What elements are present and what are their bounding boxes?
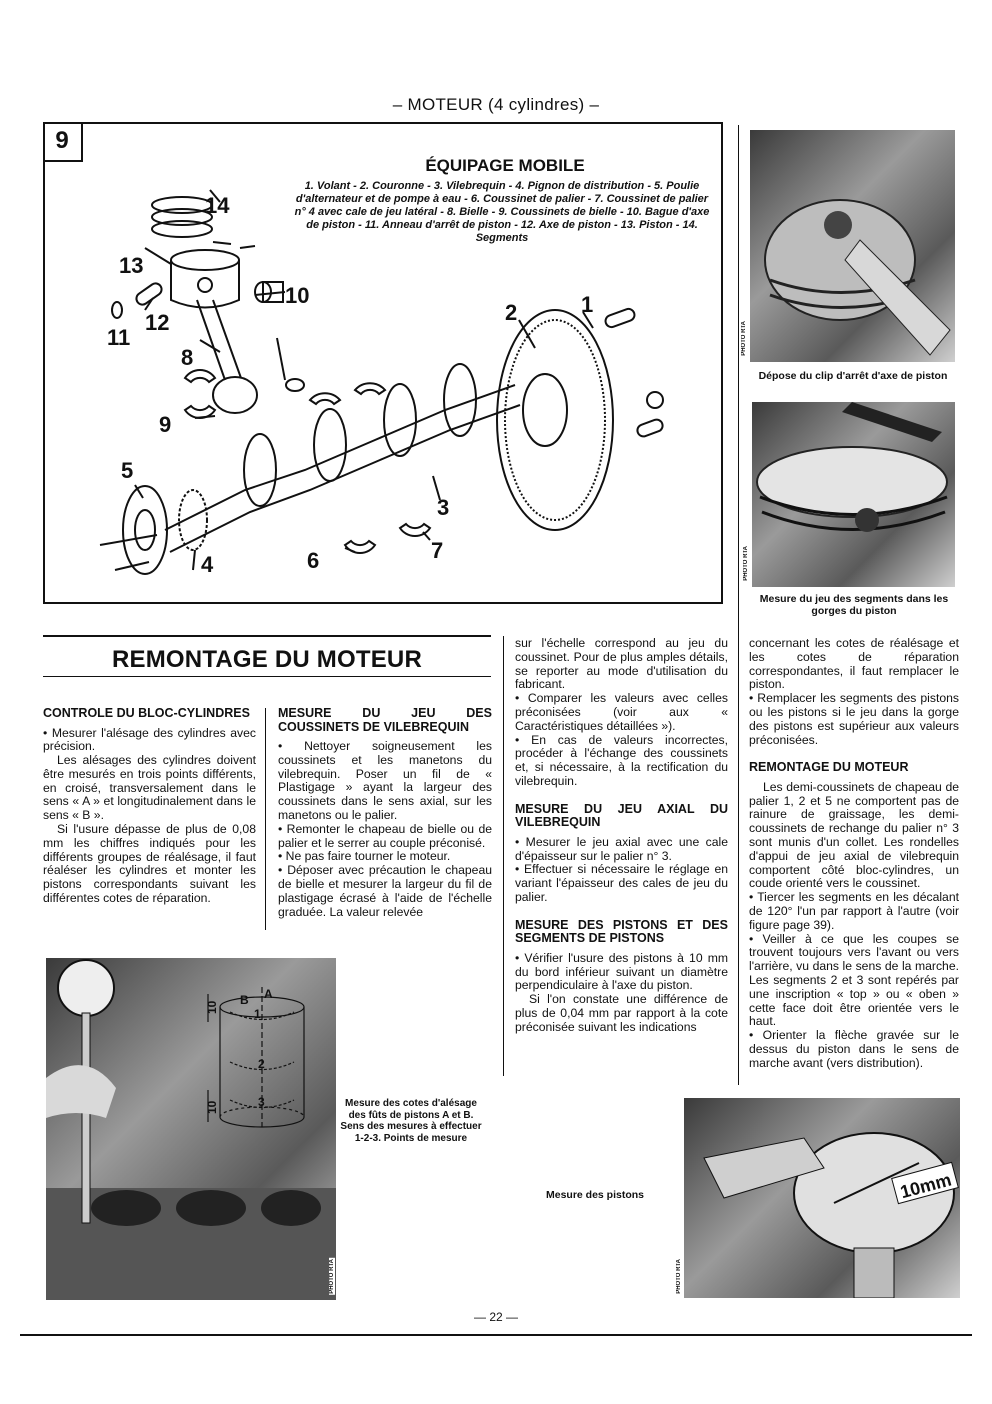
heading-mesure-pistons: MESURE DES PISTONS ET DES SEGMENTS DE PISTONS (515, 917, 728, 946)
figure-title: ÉQUIPAGE MOBILE (425, 156, 585, 175)
callout-2: 2 (505, 300, 518, 325)
paragraph: • Tiercer les segments en les décalant de 120° l'un par rapport à l'autre (voir figure page 39). (749, 890, 959, 932)
crankshaft-exploded-drawing (45, 160, 721, 602)
paragraph: • En cas de valeurs incorrectes, procéder à l'échange des coussinets et, si nécessaire, à la rectification du vilebrequin. (515, 732, 728, 788)
photo-credit-segments: PHOTO RTA (743, 546, 749, 581)
callout-1: 1 (581, 292, 594, 317)
callout-8: 8 (181, 345, 194, 370)
section-title: REMONTAGE DU MOTEUR (111, 646, 422, 673)
column-rule (265, 708, 266, 930)
paragraph: • Effectuer si nécessaire le réglage en variant l'épaisseur des cales de jeu du palier. (515, 862, 728, 904)
diagram-label-1: 1 (254, 1007, 261, 1021)
caption-piston-measure: Mesure des pistons (545, 1189, 645, 1201)
paragraph: Les demi-coussinets de chapeau de palier 1, 2 et 5 ne comportent pas de rainure de graissage, les demi-coussinets de rechange du palier n° 3 sont munis d'un collet. Les rondelles d'appui de jeu axial de vilebrequin comportent côté bloc-cylindres, un coude orienté vers le coussinet. (749, 779, 959, 891)
figure-caption: 1. Volant - 2. Couronne - 3. Vilebrequin - 4. Pignon de distribution - 5. Poulie d'alternateur et de pompe à eau - 6. Coussinet de palier - 7. Coussinet de palier n° 4 avec cale de jeu latéral - 8. Bielle - 9. Coussinets de bielle - 10. Bague d'axe de piston - 11. Anneau d'arrêt de piston - 12. Axe de piston - 13. Piston - 14. Segments (294, 180, 710, 244)
page-number: — 22 — (473, 1310, 518, 1324)
paragraph: • Ne pas faire tourner le moteur. (278, 849, 451, 864)
callout-3: 3 (437, 495, 450, 520)
column-2 (278, 707, 492, 919)
column-3 (515, 637, 728, 1035)
paragraph: • Mesurer l'alésage des cylindres avec précision. (43, 725, 256, 754)
paragraph: • Comparer les valeurs avec celles préconisées (voir aux « Caractéristiques détaillées »). (515, 691, 728, 733)
section-rule-bottom (43, 676, 491, 677)
bore-measurement-diagram (200, 982, 310, 1142)
photo-clip-removal (750, 130, 955, 362)
caption-clip-removal: Dépose du clip d'arrêt d'axe de piston (758, 370, 948, 382)
callout-14: 14 (205, 193, 230, 218)
callout-13: 13 (119, 253, 144, 278)
paragraph: sur l'échelle correspond au jeu du coussinet. Pour de plus amples détails, se reporter au mode d'utilisation du fabricant. (515, 636, 728, 692)
paragraph: • Veiller à ce que les coupes se trouvent toujours vers l'avant ou vers l'arrière, vu dans le sens de la marche. Les segments 2 et 3 sont repérés par une inscription « top » ou « oben » cette face doit être orientée vers le haut. (749, 931, 959, 1029)
diagram-label-a: A (264, 987, 273, 1001)
paragraph: • Mesurer le jeu axial avec une cale d'épaisseur sur le palier n° 3. (515, 834, 728, 863)
callout-5: 5 (121, 458, 134, 483)
caption-bore-diagram: Mesure des cotes d'alésage des fûts de pistons A et B. Sens des mesures à effectuer 1-2-3. Points de mesure (340, 1098, 482, 1144)
heading-jeu-axial: MESURE DU JEU AXIAL DU VILEBREQUIN (515, 801, 728, 830)
photo-credit-pistons: PHOTO RTA (676, 1259, 682, 1294)
photo-ring-clearance (752, 402, 955, 587)
column-4 (749, 637, 959, 1071)
column-rule-right (738, 125, 739, 1085)
column-1 (43, 707, 256, 906)
paragraph: • Remplacer les segments des pistons ou les pistons si le jeu dans la gorge des pistons est supérieur aux valeurs préconisées. (749, 691, 959, 747)
callout-11: 11 (107, 325, 131, 350)
callout-4: 4 (201, 552, 214, 577)
figure-number: 9 (43, 122, 83, 162)
paragraph: • Orienter la flèche gravée sur le dessus du piston dans le sens de marche avant (vers distribution). (749, 1028, 959, 1070)
photo-credit-bore: PHOTO RTA (329, 1259, 335, 1294)
ten-mm-label: 10mm (898, 1169, 954, 1203)
diagram-label-10-bottom: 10 (205, 1100, 219, 1114)
heading-controle-bloc: CONTROLE DU BLOC-CYLINDRES (43, 706, 250, 720)
column-rule (503, 636, 504, 1076)
paragraph: • Déposer avec précaution le chapeau de bielle et mesurer la largeur du fil de plastigage écrasé à l'aide de l'échelle graduée. La valeur relevée (278, 863, 492, 919)
paragraph: Si l'on constate une différence de plus de 0,04 mm par rapport à la cote préconisée suivant les indications (515, 992, 728, 1034)
diagram-label-10-top: 10 (205, 1000, 219, 1014)
caption-ring-clearance: Mesure du jeu des segments dans les gorges du piston (759, 593, 949, 617)
photo-piston-measure (684, 1098, 960, 1298)
callout-7: 7 (431, 538, 444, 563)
paragraph: concernant les cotes de réalésage et les cotes de réparation correspondantes, il faut remplacer le piston. (749, 636, 959, 692)
diagram-label-3: 3 (258, 1095, 265, 1109)
diagram-label-2: 2 (258, 1057, 265, 1071)
paragraph: Les alésages des cylindres doivent être mesurés en trois points différents, en croisé, transversalement dans le sens « A » et longitudinalement dans le sens « B ». (43, 753, 256, 823)
photo-credit-clip: PHOTO RTA (741, 321, 747, 356)
running-title: – MOTEUR (4 cylindres) – (392, 95, 600, 114)
bottom-rule (20, 1334, 972, 1336)
heading-remontage: REMONTAGE DU MOTEUR (749, 760, 909, 775)
callout-12: 12 (145, 310, 170, 335)
heading-jeu-coussinets: MESURE DU JEU DES COUSSINETS DE VILEBREQUIN (278, 706, 492, 734)
paragraph: • Vérifier l'usure des pistons à 10 mm du bord inférieur suivant un diamètre perpendiculaire à l'axe du piston. (515, 950, 728, 993)
callout-6: 6 (307, 548, 320, 573)
paragraph: • Nettoyer soigneusement les coussinets et les manetons du vilebrequin. Poser un fil de « Plastigage » ayant la largeur des coussinets dans le sens axial, sur les manetons ou le palier. (278, 739, 492, 822)
paragraph: Si l'usure dépasse de plus de 0,08 mm les chiffres indiqués pour les différents groupes de réalésage, il faut réaléser les cylindres et monter les pistons correspondants suivant les différentes cotes de réparation. (43, 822, 256, 906)
section-rule-top (43, 635, 491, 637)
callout-9: 9 (159, 412, 172, 437)
callout-10: 10 (285, 283, 310, 308)
diagram-label-b: B (240, 993, 249, 1007)
paragraph: • Remonter le chapeau de bielle ou de palier et le serrer au couple préconisé. (278, 821, 492, 850)
